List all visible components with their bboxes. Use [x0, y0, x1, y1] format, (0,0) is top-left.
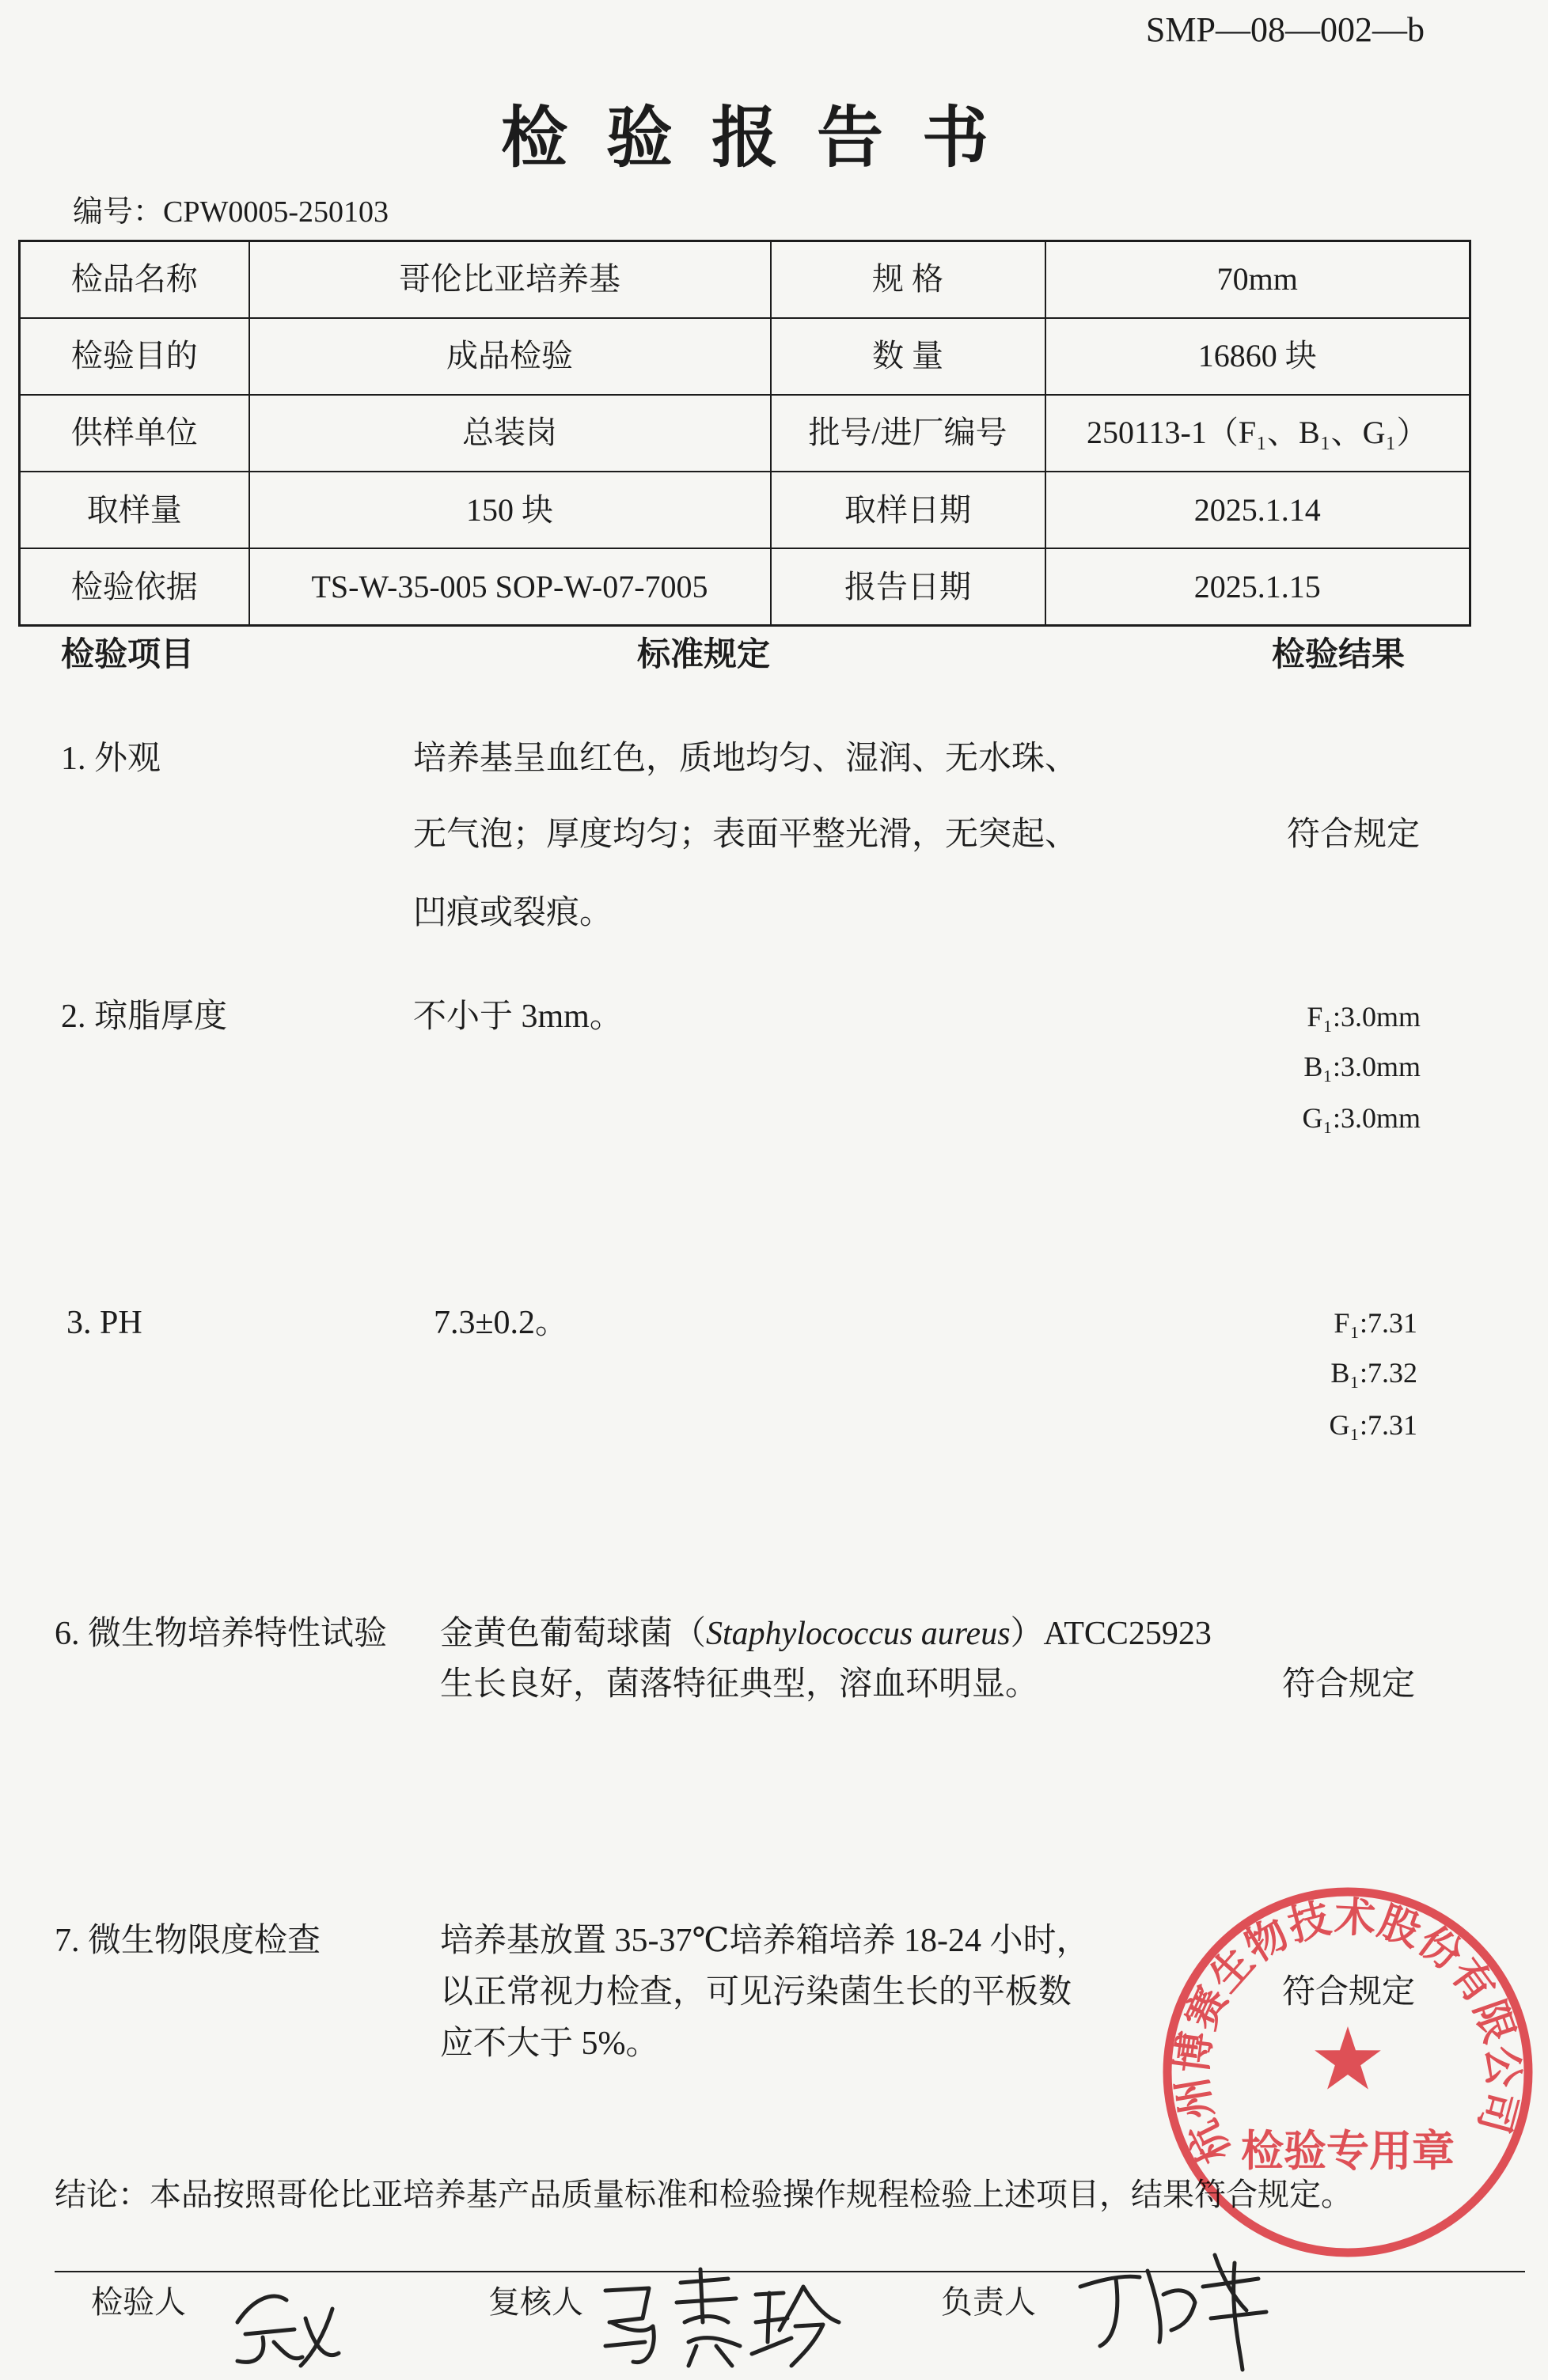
table-value-cell: 成品检验 [249, 318, 771, 395]
table-row [20, 548, 1470, 625]
conclusion: 结论：本品按照哥伦比亚培养基产品质量标准和检验操作规程检验上述项目，结果符合规定。 [55, 2177, 1353, 2212]
item-label-ph: 3. PH [66, 1305, 142, 1341]
table-label-cell: 批号/进厂编号 [771, 395, 1045, 472]
table-row [20, 241, 1470, 318]
standard-line: 以正常视力检查，可见污染菌生长的平板数 [440, 1974, 1072, 2010]
sample-info-table [18, 240, 1471, 627]
table-label-cell: 报告日期 [771, 548, 1045, 625]
table-value-cell: 250113-1（F₁、B₁、G₁） [1045, 395, 1470, 472]
table-label-cell: 数 量 [771, 318, 1045, 395]
table-value-cell: 70mm [1045, 241, 1470, 318]
item-result: 符合规定 [1282, 1974, 1416, 2010]
standard-line: 应不大于 5%。 [440, 2026, 659, 2062]
standard-line: 7.3±0.2。 [434, 1305, 569, 1341]
item-result: F₁:3.0mm [1307, 1001, 1421, 1033]
table-label-cell: 取样日期 [771, 472, 1045, 548]
report-title: 检验报告书 [501, 102, 1028, 176]
header-standard: 标准规定 [637, 637, 771, 673]
inspector-signature [237, 2296, 339, 2366]
report-number: 编号：CPW0005-250103 [73, 195, 389, 229]
seal-company-text: 杭州博赛生物技术股份有限公司 [1167, 1893, 1527, 2171]
item-result: F₁:7.31 [1334, 1307, 1417, 1339]
standard-line: 培养基呈血红色，质地均匀、湿润、无水珠、 [413, 741, 1079, 777]
table-label-cell: 检验依据 [20, 548, 249, 625]
table-value-cell: 2025.1.15 [1045, 548, 1470, 625]
table-row [20, 318, 1470, 395]
table-row [20, 472, 1470, 548]
reviewer-label: 复核人 [488, 2284, 583, 2320]
seal-purpose-text: 检验专用章 [1241, 2125, 1455, 2176]
item-result: B₁:3.0mm [1303, 1051, 1421, 1082]
standard-line: 凹痕或裂痕。 [413, 895, 613, 931]
table-value-cell: 哥伦比亚培养基 [249, 241, 771, 318]
item-result: 符合规定 [1282, 1666, 1416, 1703]
table-value-cell: 150 块 [249, 472, 771, 548]
item-label-appearance: 1. 外观 [61, 741, 161, 777]
item-label-agar-thickness: 2. 琼脂厚度 [61, 999, 228, 1035]
standard-line: 生长良好，菌落特征典型，溶血环明显。 [440, 1666, 1039, 1703]
signature-divider [55, 2271, 1525, 2272]
inspector-label: 检验人 [91, 2284, 186, 2320]
table-value-cell: 2025.1.14 [1045, 472, 1470, 548]
table-label-cell: 检品名称 [20, 241, 249, 318]
responsible-label: 负责人 [941, 2284, 1036, 2320]
standard-line [440, 1617, 1212, 1650]
table-value-cell: TS-W-35-005 SOP-W-07-7005 [249, 548, 771, 625]
item-result: B₁:7.32 [1330, 1357, 1417, 1389]
item-result: 符合规定 [1287, 817, 1421, 853]
table-label-cell: 规 格 [771, 241, 1045, 318]
table-row [20, 395, 1470, 472]
standard-line: 不小于 3mm。 [413, 999, 623, 1035]
organism-name: 金黄色葡萄球菌（ [440, 1616, 707, 1652]
standard-line: 无气泡；厚度均匀；表面平整光滑，无突起、 [413, 817, 1079, 853]
standard-line: 培养基放置 35-37℃培养箱培养 18-24 小时， [440, 1923, 1090, 1959]
strain-code: ）ATCC25923 [1010, 1616, 1212, 1652]
table-label-cell: 取样量 [20, 472, 249, 548]
item-label-limit-test: 7. 微生物限度检查 [55, 1923, 321, 1959]
table-label-cell: 供样单位 [20, 395, 249, 472]
item-result: G₁:7.31 [1329, 1409, 1417, 1441]
table-value-cell: 16860 块 [1045, 318, 1470, 395]
item-result: G₁:3.0mm [1302, 1102, 1421, 1134]
table-value-cell: 总装岗 [249, 395, 771, 472]
header-result: 检验结果 [1272, 637, 1406, 673]
table-label-cell: 检验目的 [20, 318, 249, 395]
document-code: SMP—08—002—b [1145, 10, 1425, 49]
species-name: Staphylococcus aureus [706, 1616, 1011, 1652]
seal-star-icon [1315, 2026, 1381, 2090]
reviewer-signature [605, 2269, 839, 2366]
header-test-item: 检验项目 [61, 637, 195, 673]
item-label-growth-test: 6. 微生物培养特性试验 [55, 1616, 388, 1652]
